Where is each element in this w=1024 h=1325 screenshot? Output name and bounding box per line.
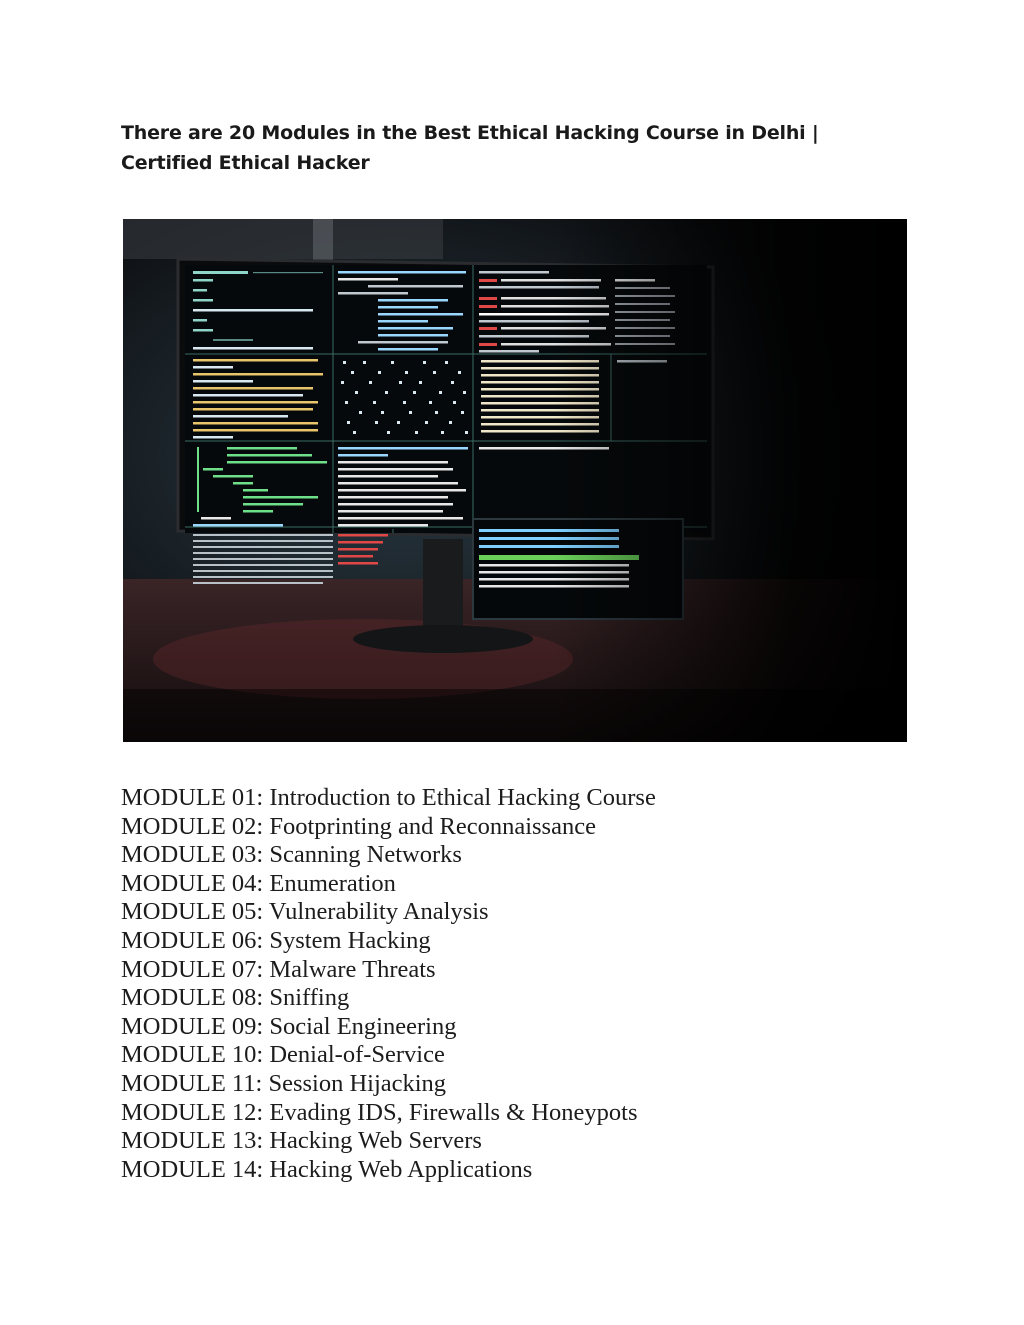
- hacking-monitor-photo: [123, 219, 907, 742]
- module-item: MODULE 05: Vulnerability Analysis: [121, 898, 489, 926]
- module-item: MODULE 12: Evading IDS, Firewalls & Honeypots: [121, 1098, 638, 1126]
- module-item: MODULE 02: Footprinting and Reconnaissance: [121, 812, 596, 840]
- page-heading: There are 20 Modules in the Best Ethical Hacking Course in Delhi | Certified Ethical Hacker: [121, 122, 819, 174]
- module-item: MODULE 11: Session Hijacking: [121, 1069, 447, 1097]
- module-item: MODULE 03: Scanning Networks: [121, 841, 462, 869]
- monitor-illustration: [123, 219, 907, 742]
- module-item: MODULE 08: Sniffing: [121, 984, 350, 1012]
- module-item: MODULE 10: Denial-of-Service: [121, 1041, 445, 1069]
- module-item: MODULE 09: Social Engineering: [121, 1012, 457, 1040]
- module-item: MODULE 06: System Hacking: [121, 926, 431, 954]
- module-item: MODULE 13: Hacking Web Servers: [121, 1127, 482, 1155]
- module-item: MODULE 04: Enumeration: [121, 869, 396, 897]
- module-item: MODULE 14: Hacking Web Applications: [121, 1155, 533, 1183]
- module-item: MODULE 01: Introduction to Ethical Hacking Course: [121, 784, 656, 811]
- module-list: [121, 784, 656, 1184]
- module-item: MODULE 07: Malware Threats: [121, 955, 436, 983]
